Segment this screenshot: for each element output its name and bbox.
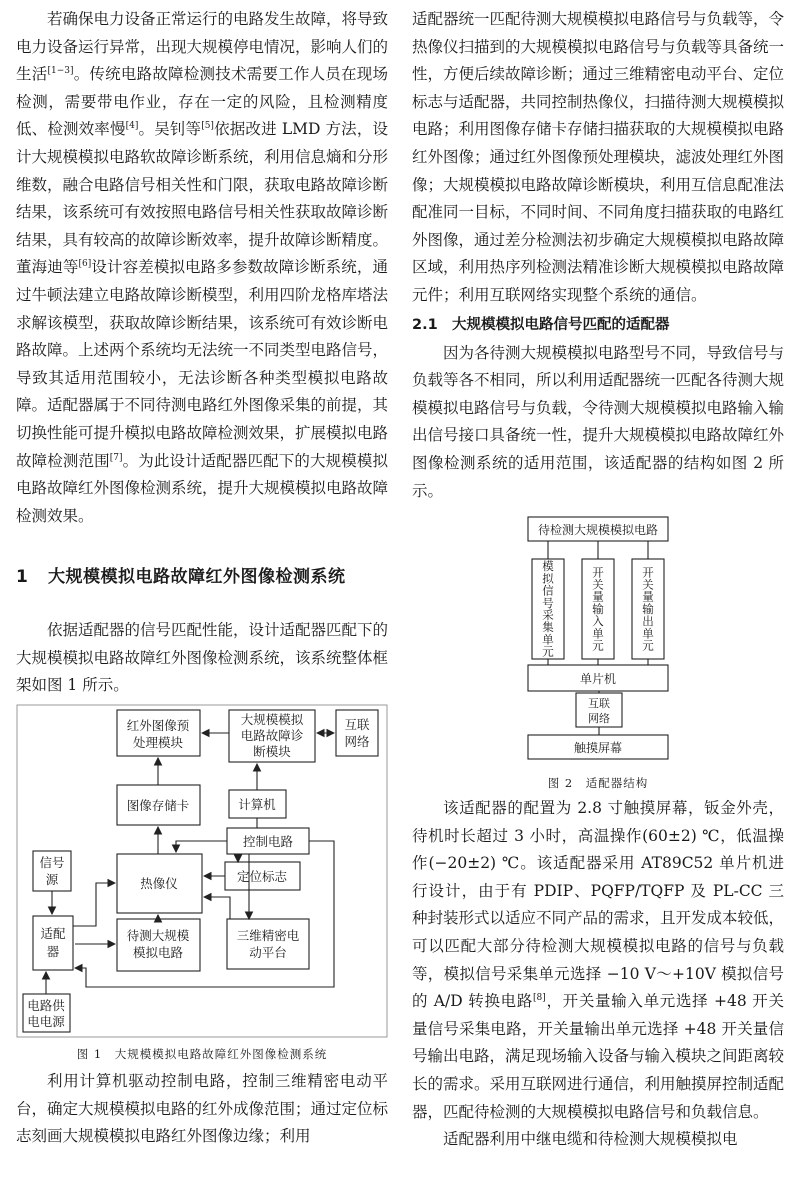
switch-in-label: 单 [592, 626, 604, 641]
switch-in-label: 开 [592, 565, 604, 580]
framework-paragraph: 依据适配器的信号匹配性能，设计适配器匹配下的大规模模拟电路故障红外图像检测系统，该系统整体框架如图 1 所示。 [16, 621, 389, 695]
text-run: 。传统电路故障检测技术需要工作人员在现场检测，需要带电作业，存在一定的风险，且检测精度低、检测效率慢 [16, 65, 388, 139]
switch-in-label: 元 [592, 638, 604, 653]
switch-out-label: 开 [642, 565, 654, 580]
switch-out-label: 量 [642, 589, 654, 604]
figure-2-diagram [412, 513, 784, 761]
left-column [16, 6, 388, 1151]
switch-in-label: 关 [592, 577, 604, 592]
switch-out-label: 元 [642, 638, 654, 653]
mcu-label: 单片机 [579, 672, 617, 687]
switch-in-label: 输 [592, 601, 604, 616]
preprocess-label: 红外图像预 [126, 718, 190, 734]
intro-paragraph [16, 6, 388, 530]
net-label: 网络 [588, 712, 610, 726]
touch-label: 触摸屏幕 [573, 741, 623, 756]
analog-unit-label: 单 [542, 632, 554, 647]
switch-out-label: 输 [642, 601, 654, 616]
figure-1 [16, 704, 388, 1060]
citation: [6] [78, 259, 92, 270]
subsection-title: 大规模模拟电路信号匹配的适配器 [452, 316, 670, 333]
diagnosis-label: 大规模模拟 [240, 712, 304, 728]
adapter-paragraph: 因为各待测大规模模拟电路型号不同，导致信号与负载等各不相同，所以利用适配器统一匹配各待测大规模模拟电路信号与负载，令待测大规模模拟电路输入输出信号接口具备统一性，提升大规模模拟电路故障红外图像检测系统的适用范围，该适配器的结构如图 2 所示。 [412, 343, 785, 500]
platform-label: 动平台 [249, 945, 287, 961]
switch-in-label: 入 [592, 614, 604, 629]
config-paragraph [412, 795, 784, 1126]
control-label: 控制电路 [242, 834, 294, 850]
text-run: 。吴钊等 [138, 120, 202, 139]
preprocess-label: 处理模块 [132, 735, 184, 751]
section-title: 大规模模拟电路故障红外图像检测系统 [48, 567, 346, 588]
figure-1-caption: 图 1 大规模模拟电路故障红外图像检测系统 [76, 1047, 328, 1062]
thermal-label: 热像仪 [140, 876, 178, 892]
figure-1-diagram [16, 704, 388, 1038]
network-label: 互联 [344, 717, 370, 733]
text-run: 该适配器的配置为 2.8 寸触摸屏幕，钣金外壳，待机时长超过 3 小时，高温操作(60±2) ℃，低温操作(−20±2) ℃。该适配器采用 AT89C52 单片机进行设计，由于有 PDIP、PQFP/TQFP 及 PL-CC 三种封装形式以适应不同产品的需求，且开发成本较低，可以匹配大部分待检测大规模模拟电路的信号与负载等，模拟信号采集单元选择 −10 V～+10V 模拟信号的 A/D 转换电路 [412, 799, 785, 1011]
platform-box [227, 919, 309, 969]
net-label: 互联 [588, 697, 610, 711]
subsection-number: 2.1 [412, 316, 438, 333]
text-run: 依据改进 LMD 方法，设计大规模模拟电路软故障诊断系统，利用信息熵和分形维数，融合电路信号相关性和门限，获取电路故障诊断结果，该系统可有效按照电路信号相关性获取故障诊断结果，具有较高的故障诊断效率，提升故障诊断精度。董海迪等 [16, 120, 389, 277]
adapter-label: 器 [46, 944, 60, 960]
switch-out-label: 出 [642, 614, 654, 629]
figure-2 [412, 513, 784, 795]
citation: [8] [533, 993, 546, 1004]
circuit-label: 模拟电路 [132, 945, 184, 961]
text-run: 若确保电力设备正常运行的电路发生故障，将导致电力设备运行异常，出现大规模停电情况，影响人们的生活 [16, 10, 389, 84]
switch-out-label: 关 [642, 577, 654, 592]
analog-unit-label: 采 [542, 608, 554, 623]
text-run: 设计容差模拟电路多参数故障诊断系统，通过牛顿法建立电路故障诊断模型，利用四阶龙格库塔法求解该模型，获取故障诊断结果，该系统可有效诊断电路故障。上述两个系统均无法统一不同类型电路信号，导致其适用范围较小，无法诊断各种类型模拟电路故障。适配器属于不同待测电路红外图像采集的前提，其切换性能可提升模拟电路故障检测效果，扩展模拟电路故障检测范围 [16, 258, 389, 470]
signal-label: 信号 [39, 855, 65, 871]
locator-label: 定位标志 [236, 869, 288, 885]
analog-unit-label: 拟 [542, 571, 554, 586]
citation: [5] [201, 121, 214, 132]
diagnosis-label: 断模块 [253, 744, 291, 760]
text-run: ，开关量输入单元选择 +48 开关量信号采集电路，开关量输出单元选择 +48 开关量信号输出电路，满足现场输入设备与输入模块之间距离较长的需求。采用互联网进行通信，利用触摸屏控制适配器，匹配待检测的大规模模拟电路信号和负载信息。 [412, 992, 785, 1121]
switch-in-label: 量 [592, 589, 604, 604]
citation: [4] [125, 121, 139, 132]
platform-label: 三维精密电 [236, 928, 300, 944]
power-label: 电电源 [27, 1014, 65, 1030]
citation: [1−3] [47, 66, 74, 77]
adapter-box [33, 916, 73, 970]
section-number: 1 [16, 567, 29, 588]
citation: [7] [109, 452, 123, 463]
right-column [412, 6, 784, 1154]
control-paragraph: 利用计算机驱动控制电路，控制三维精密电动平台，确定大规模模拟电路的红外成像范围；通过定位标志刻画大规模模拟电路红外图像边缘；利用 [16, 1072, 389, 1146]
adapter-label: 适配 [40, 926, 66, 942]
analog-unit-label: 信 [542, 583, 554, 598]
subsection-heading [412, 312, 784, 338]
relay-paragraph: 适配器利用中继电缆和待检测大规模模拟电 [443, 1130, 738, 1149]
network-label: 网络 [344, 734, 370, 750]
analog-unit-label: 元 [542, 644, 554, 659]
section-heading [16, 562, 388, 587]
figure-2-caption: 图 2 适配器结构 [547, 776, 649, 791]
diagnosis-label: 电路故障诊 [240, 728, 304, 744]
switch-out-label: 单 [642, 626, 654, 641]
signal-label: 源 [45, 872, 59, 888]
power-label: 电路供 [27, 998, 65, 1014]
computer-label: 计算机 [238, 797, 276, 813]
analog-unit-label: 集 [542, 620, 554, 635]
analog-unit-label: 号 [542, 595, 554, 610]
target-circuit-label: 待检测大规模模拟电路 [537, 523, 659, 538]
circuit-label: 待测大规模 [126, 928, 190, 944]
storage-label: 图像存储卡 [126, 798, 190, 814]
system-paragraph: 适配器统一匹配待测大规模模拟电路信号与负载等，令热像仪扫描到的大规模模拟电路信号与负载等具备统一性，方便后续故障诊断；通过三维精密电动平台、定位标志与适配器，共同控制热像仪，扫描待测大规模模拟电路；利用图像存储卡存储扫描获取的大规模模拟电路红外图像；通过红外图像预处理模块，滤波处理红外图像；大规模模拟电路故障诊断模块，利用互信息配准法配准同一目标，不同时间、不同角度扫描获取的电路红外图像，通过差分检测法初步确定大规模模拟电路故障区域，利用热序列检测法精准诊断大规模模拟电路故障元件；利用互联网络实现整个系统的通信。 [412, 10, 785, 304]
text-run: 。为此设计适配器匹配下的大规模模拟电路故障红外图像检测系统，提升大规模模拟电路故障检测效果。 [16, 451, 389, 525]
analog-unit-label: 模 [542, 559, 554, 574]
